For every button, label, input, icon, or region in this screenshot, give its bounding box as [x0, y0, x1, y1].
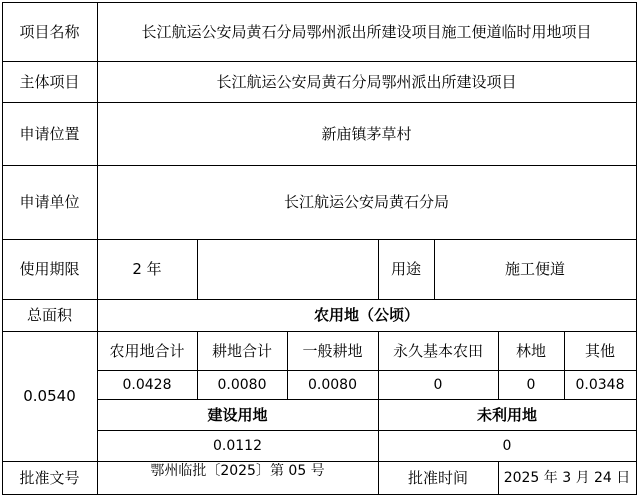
vline [378, 331, 379, 495]
vline [197, 239, 198, 299]
hline [97, 370, 637, 371]
term-value: 2 年 [132, 260, 162, 278]
border-left [2, 2, 3, 495]
location-value: 新庙镇茅草村 [321, 124, 412, 143]
approval-doc-value: 鄂州临批〔2025〕第 05 号 [150, 463, 325, 479]
unused-land-value: 0 [502, 437, 512, 454]
construction-land-value: 0.0112 [213, 437, 262, 454]
agri-value-total: 0.0428 [122, 376, 172, 393]
agri-value-cultivated: 0.0080 [217, 376, 267, 393]
applicant-label: 申请单位 [19, 193, 80, 211]
project-name-label: 项目名称 [19, 23, 80, 41]
applicant-value: 长江航运公安局黄石分局 [283, 193, 449, 211]
construction-land-header: 建设用地 [207, 405, 268, 424]
hline [97, 430, 637, 431]
agri-value-basic-farmland: 0 [433, 376, 443, 393]
vline [564, 331, 565, 399]
vline [287, 331, 288, 399]
approval-time-value: 2025 年 3 月 24 日 [503, 469, 631, 486]
agri-value-other: 0.0348 [575, 376, 625, 393]
vline [97, 2, 98, 495]
project-name-value: 长江航运公安局黄石分局鄂州派出所建设项目施工便道临时用地项目 [141, 23, 592, 41]
vline [498, 461, 499, 495]
total-area-label: 总面积 [26, 306, 72, 324]
unused-land-header: 未利用地 [476, 405, 537, 424]
agri-value-general-cultivated: 0.0080 [308, 376, 357, 393]
agri-col-other: 其他 [584, 341, 615, 360]
agri-col-cultivated: 耕地合计 [211, 341, 272, 360]
vline [434, 239, 435, 299]
purpose-value: 施工便道 [504, 260, 565, 278]
agri-col-general-cultivated: 一般耕地 [302, 341, 363, 360]
term-label: 使用期限 [19, 260, 80, 278]
border-right [636, 2, 637, 495]
agri-col-basic-farmland: 永久基本农田 [392, 341, 483, 360]
approval-time-label: 批准时间 [407, 468, 468, 487]
location-label: 申请位置 [19, 124, 80, 143]
total-area-value: 0.0540 [23, 387, 76, 405]
hline [97, 399, 637, 400]
main-project-value: 长江航运公安局黄石分局鄂州派出所建设项目 [216, 72, 517, 91]
agri-value-forest: 0 [526, 376, 536, 393]
vline [197, 331, 198, 399]
main-project-label: 主体项目 [19, 72, 80, 91]
term-blank-cell [197, 239, 378, 299]
agri-col-total: 农用地合计 [109, 341, 185, 360]
vline [378, 239, 379, 299]
purpose-label: 用途 [390, 260, 421, 278]
vline [498, 331, 499, 399]
agri-col-forest: 林地 [515, 341, 546, 360]
approval-doc-label: 批准文号 [19, 468, 80, 487]
agri-land-header: 农用地（公顷） [313, 306, 419, 324]
